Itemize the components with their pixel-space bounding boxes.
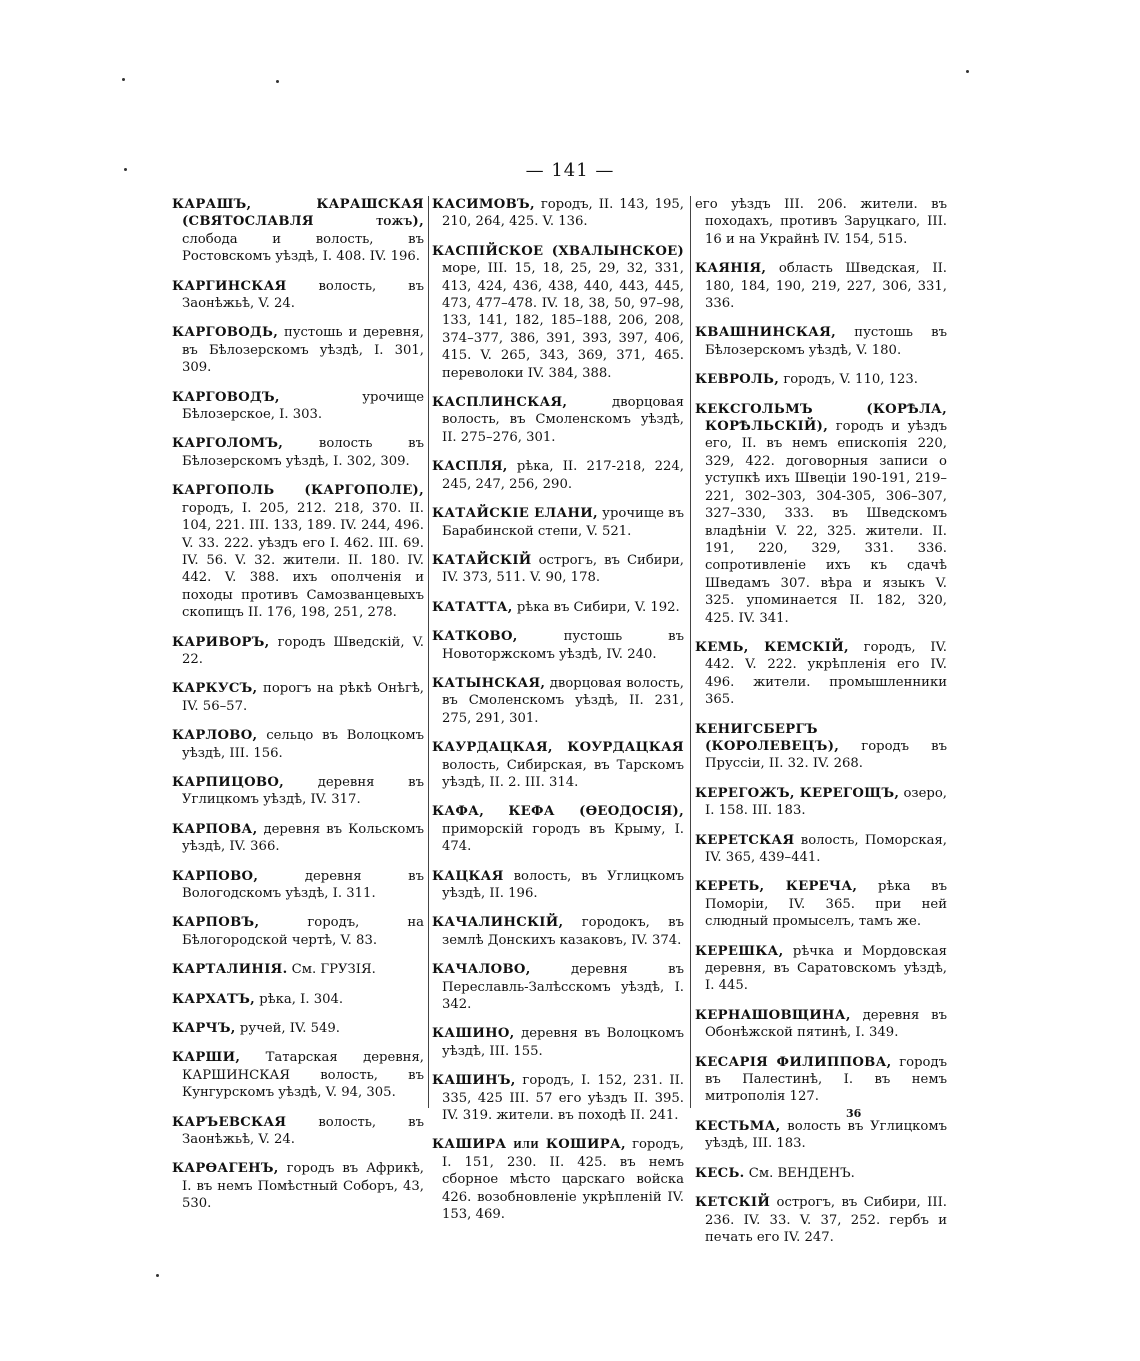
- index-entry: [695, 371, 947, 388]
- entry-text: волость, въ Заонѣжьѣ, V. 24.: [182, 1114, 424, 1148]
- entry-headword: КЕРЕГОЖЪ, КЕРЕГОЩЪ,: [695, 785, 900, 801]
- entry-text: его уѣздъ III. 206. жители. въ походахъ, противъ Заруцкаго, III. 16 и на Украйнѣ IV. 154, 515.: [695, 197, 947, 247]
- entry-headword: КАРХАТЪ,: [172, 991, 256, 1007]
- entry-headword: КАЧАЛОВО,: [432, 962, 531, 978]
- entry-headword: КАФА, КЕФА (ѲЕОДОСІЯ),: [432, 804, 684, 820]
- index-entry: [172, 1114, 424, 1149]
- entry-text: городъ, I. 151, 230. II. 425. въ немъ сборное мѣсто царскаго войска 426. возобновленіе укрѣпленій IV. 153, 469.: [442, 1137, 685, 1223]
- entry-headword: КЕМЬ, КЕМСКІЙ,: [695, 639, 849, 655]
- entry-text: острогъ, въ Сибири, IV. 373, 511. V. 90, 178.: [442, 552, 684, 586]
- index-entry: [432, 243, 684, 382]
- entry-text: дворцовая волость, въ Смоленскомъ уѣздѣ, II. 275–276, 301.: [442, 395, 684, 445]
- index-entry: [695, 196, 947, 248]
- scan-speck: [276, 80, 279, 83]
- entry-text: См. ГРУЗІЯ.: [287, 962, 376, 978]
- entry-headword: КАШИРА или КОШИРА,: [432, 1137, 626, 1153]
- entry-headword: КАСПЛЯ,: [432, 459, 508, 475]
- entry-text: городъ, I. 205, 212. 218, 370. II. 104, 221. III. 133, 189. IV. 244, 496. V. 33. 222. уѣздъ его I. 462. III. 69. IV. 56. V. 32. жители. II. 180. IV. 442. V. 388. ихъ ополченія и походы противъ Самозванцевыхъ скопищъ II. 176, 198, 251, 278.: [182, 500, 424, 621]
- entry-text: городъ, II. 143, 195, 210, 264, 425. V. 136.: [442, 197, 684, 230]
- entry-headword: КАРАШЪ, КАРАШСКАЯ (СВЯТОСЛАВЛЯ тожъ),: [172, 197, 424, 230]
- entry-text: ручей, IV. 549.: [235, 1021, 340, 1037]
- index-entry: [172, 196, 424, 266]
- entry-text: деревня въ Кольскомъ уѣздѣ, IV. 366.: [182, 821, 424, 855]
- entry-text: волость въ Бѣлозерскомъ уѣздѣ, I. 302, 309.: [182, 436, 424, 469]
- entry-headword: КАРПОВЪ,: [172, 915, 260, 931]
- index-entry: [172, 1049, 424, 1101]
- index-entry: [432, 458, 684, 493]
- entry-headword: КАСПЛИНСКАЯ,: [432, 395, 568, 411]
- entry-text: Татарская деревня, КАРШИНСКАЯ волость, въ Кунгурскомъ уѣздѣ, V. 94, 305.: [182, 1050, 424, 1101]
- index-entry: [172, 435, 424, 470]
- entry-text: область Шведская, II. 180, 184, 190, 219, 227, 306, 331, 336.: [705, 261, 947, 312]
- index-entry: [432, 675, 684, 727]
- index-entry: [432, 1072, 684, 1124]
- index-entry: [432, 739, 684, 791]
- entry-headword: КАРГОПОЛЬ (КАРГОПОЛЕ),: [172, 483, 424, 499]
- entry-headword: КАТАЙСКІЙ: [432, 552, 532, 568]
- entry-headword: КАЦКАЯ: [432, 868, 504, 884]
- entry-text: рѣчка и Мордовская деревня, въ Саратовскомъ уѣздѣ, I. 445.: [705, 943, 947, 994]
- index-entry: [695, 785, 947, 820]
- entry-text: городъ Шведскій, V. 22.: [182, 634, 424, 667]
- entry-headword: КАСПІЙСКОЕ (ХВАЛЫНСКОЕ): [432, 243, 684, 259]
- index-entry: [172, 914, 424, 949]
- entry-headword: КАРѲАГЕНЪ,: [172, 1161, 279, 1177]
- entry-headword: КАЯНІЯ,: [695, 261, 767, 277]
- entry-text: волость, въ Углицкомъ уѣздѣ, II. 196.: [442, 868, 684, 901]
- page-number: — 141 —: [525, 160, 615, 181]
- entry-headword: КЕВРОЛЬ,: [695, 372, 780, 388]
- index-entry: [695, 1007, 947, 1042]
- index-entry: [172, 680, 424, 715]
- index-entry: [432, 628, 684, 663]
- entry-text: городокъ, въ землѣ Донскихъ казаковъ, IV. 374.: [442, 915, 684, 948]
- entry-text: городъ, на Бѣлогородской чертѣ, V. 83.: [182, 915, 424, 948]
- entry-headword: КАРГОЛОМЪ,: [172, 436, 284, 452]
- entry-text: волость, Поморская, IV. 365, 439–441.: [705, 832, 947, 865]
- entry-text: деревня въ Переславль-Залѣсскомъ уѣздѣ, I. 342.: [442, 962, 684, 1013]
- entry-headword: КАШИНЪ,: [432, 1073, 516, 1089]
- index-entry: [172, 1160, 424, 1212]
- entry-text: волость, Сибирская, въ Тарскомъ уѣздѣ, II. 2. III. 314.: [442, 757, 684, 790]
- entry-headword: КАРКУСЪ,: [172, 681, 258, 697]
- index-entry: [695, 878, 947, 930]
- entry-text: море, III. 15, 18, 25, 29, 32, 331, 413, 424, 436, 438, 440, 443, 445, 473, 477–478. IV. 18, 38, 50, 97–98, 133, 141, 182, 185–188, 206, 208, 374–377, 386, 391, 393, 397, 406, 415. V. 265, 343, 369, 371, 465. переволоки IV. 384, 388.: [442, 261, 684, 381]
- index-entry: [172, 324, 424, 376]
- entry-headword: КАРШИ,: [172, 1050, 241, 1066]
- entry-headword: КАТЫНСКАЯ,: [432, 675, 546, 691]
- entry-text: сельцо въ Волоцкомъ уѣздѣ, III. 156.: [182, 728, 424, 761]
- entry-headword: КЕСЬ.: [695, 1165, 745, 1181]
- index-column-2: [432, 196, 684, 1236]
- entry-headword: КАРГИНСКАЯ: [172, 278, 287, 294]
- index-entry: [695, 1194, 947, 1246]
- entry-headword: КЕРЕШКА,: [695, 943, 784, 959]
- entry-text: приморскій городъ въ Крыму, I. 474.: [442, 821, 684, 855]
- index-entry: [432, 552, 684, 587]
- entry-text: рѣка, I. 304.: [255, 991, 344, 1007]
- index-entry: [172, 821, 424, 856]
- entry-headword: КАРПИЦОВО,: [172, 774, 285, 790]
- entry-text: городъ, I. 152, 231. II. 335, 425 III. 57 его уѣздъ II. 395. IV. 319. жители. въ походѣ II. 241.: [442, 1073, 684, 1124]
- index-entry: [695, 324, 947, 359]
- entry-text: городъ въ Африкѣ, I. въ немъ Помѣстный Соборъ, 43, 530.: [182, 1161, 424, 1212]
- entry-text: городъ, V. 110, 123.: [779, 372, 918, 388]
- entry-headword: КЕСТЬМА,: [695, 1118, 781, 1134]
- entry-text: городъ въ Пруссіи, II. 32. IV. 268.: [705, 738, 947, 772]
- index-entry: [172, 634, 424, 669]
- entry-text: озеро, I. 158. III. 183.: [705, 785, 947, 819]
- index-entry: [432, 1136, 684, 1223]
- index-entry: [172, 774, 424, 809]
- index-entry: [432, 914, 684, 949]
- entry-text: острогъ, въ Сибири, III. 236. IV. 33. V. 37, 252. гербъ и печать его IV. 247.: [705, 1195, 947, 1245]
- index-entry: [432, 961, 684, 1013]
- entry-headword: КАТАТТА,: [432, 599, 513, 615]
- entry-text: урочище Бѣлозерское, I. 303.: [182, 389, 424, 423]
- index-entry: [432, 505, 684, 540]
- index-entry: [172, 868, 424, 903]
- entry-headword: КАТКОВО,: [432, 629, 518, 645]
- index-entry: [432, 599, 684, 616]
- index-column-1: [172, 196, 424, 1225]
- index-entry: [172, 961, 424, 978]
- index-entry: [695, 260, 947, 312]
- entry-headword: КАТАЙСКІЕ ЕЛАНИ,: [432, 506, 598, 522]
- entry-text: волость въ Углицкомъ уѣздѣ, III. 183.: [705, 1118, 947, 1152]
- index-entry: [695, 639, 947, 709]
- index-entry: [432, 803, 684, 855]
- entry-headword: КВАШНИНСКАЯ,: [695, 325, 837, 341]
- scan-speck: [156, 1274, 159, 1277]
- entry-headword: КАСИМОВЪ,: [432, 197, 535, 212]
- entry-headword: КАРЛОВО,: [172, 728, 258, 744]
- scan-speck: [966, 70, 969, 73]
- entry-headword: КАШИНО,: [432, 1026, 515, 1042]
- entry-text: рѣка въ Сибири, V. 192.: [512, 599, 680, 615]
- index-entry: [432, 868, 684, 903]
- entry-headword: КЕТСКІЙ: [695, 1195, 771, 1211]
- index-entry: [432, 394, 684, 446]
- scan-speck: [124, 168, 127, 171]
- entry-text: порогъ на рѣкѣ Онѣгѣ, IV. 56–57.: [182, 681, 424, 714]
- entry-headword: КЕРЕТСКАЯ: [695, 832, 795, 848]
- entry-text: слобода и волость, въ Ростовскомъ уѣздѣ, I. 408. IV. 196.: [182, 231, 424, 265]
- printer-signature: 36: [846, 1107, 862, 1120]
- index-entry: [172, 389, 424, 424]
- index-entry: [695, 721, 947, 773]
- index-entry: [172, 727, 424, 762]
- index-entry: [695, 1165, 947, 1182]
- entry-text: городъ и уѣздъ его, II. въ немъ епископія 220, 329, 422. договорныя записи о уступкѣ ихъ Швеціи 190-191, 219–221, 302–303, 304-305, 306–307, 327–330, 333. въ Шведскомъ владѣніи V. 22, 325. жители. II. 191, 220, 329, 331. 336. сопротивленіе ихъ къ сдачѣ Шведамъ 307. вѣра и языкъ V. 325. упоминается II. 182, 320, 425. IV. 341.: [705, 419, 947, 626]
- entry-text: пустошь въ Новоторжскомъ уѣздѣ, IV. 240.: [442, 629, 684, 662]
- entry-text: городъ въ Палестинѣ, I. въ немъ митрополія 127.: [705, 1054, 947, 1105]
- entry-text: деревня въ Углицкомъ уѣздѣ, IV. 317.: [182, 774, 424, 808]
- column-divider: [428, 196, 429, 1108]
- entry-text: городъ, IV. 442. V. 222. укрѣпленія его IV. 496. жители. промышленники 365.: [705, 639, 947, 708]
- entry-text: дворцовая волость, въ Смоленскомъ уѣздѣ, II. 231, 275, 291, 301.: [442, 675, 684, 726]
- entry-headword: КАРИВОРЪ,: [172, 634, 270, 650]
- index-entry: [172, 278, 424, 313]
- entry-text: См. ВЕНДЕНЪ.: [744, 1165, 855, 1181]
- index-entry: [695, 943, 947, 995]
- index-entry: [432, 196, 684, 231]
- entry-text: пустошь въ Бѣлозерскомъ уѣздѣ, V. 180.: [705, 325, 947, 358]
- entry-headword: КАРЪЕВСКАЯ: [172, 1114, 287, 1130]
- entry-headword: КАУРДАЦКАЯ, КОУРДАЦКАЯ: [432, 740, 684, 756]
- entry-text: волость, въ Заонѣжьѣ, V. 24.: [182, 278, 424, 312]
- index-column-3: [695, 196, 947, 1258]
- entry-text: деревня въ Вологодскомъ уѣздѣ, I. 311.: [182, 868, 424, 901]
- entry-headword: КАРПОВА,: [172, 821, 258, 837]
- entry-headword: КАРГОВОДЪ,: [172, 389, 280, 405]
- entry-headword: КАРГОВОДЬ,: [172, 325, 279, 341]
- index-entry: [695, 832, 947, 867]
- entry-text: деревня въ Обонѣжской пятинѣ, I. 349.: [705, 1007, 947, 1041]
- entry-headword: КЕНИГСБЕРГЪ (КОРОЛЕВЕЦЪ),: [695, 721, 840, 754]
- entry-text: рѣка, II. 217-218, 224, 245, 247, 256, 290.: [442, 459, 684, 492]
- entry-headword: КЕРЕТЬ, КЕРЕЧА,: [695, 879, 858, 895]
- entry-headword: КЕРНАШОВЩИНА,: [695, 1007, 851, 1023]
- entry-text: рѣка въ Поморіи, IV. 365. при ней слюдный промыселъ, тамъ же.: [705, 879, 947, 930]
- scan-speck: [122, 78, 125, 81]
- entry-text: урочище въ Барабинской степи, V. 521.: [442, 506, 684, 539]
- index-entry: [695, 1054, 947, 1106]
- entry-headword: КАРПОВО,: [172, 868, 259, 884]
- entry-headword: КЕСАРІЯ ФИЛИППОВА,: [695, 1054, 892, 1070]
- index-entry: [432, 1025, 684, 1060]
- entry-text: деревня въ Волоцкомъ уѣздѣ, III. 155.: [442, 1026, 684, 1059]
- entry-headword: КАЧАЛИНСКІЙ,: [432, 915, 564, 931]
- column-divider: [690, 196, 691, 1108]
- entry-headword: КАРЧЪ,: [172, 1021, 236, 1037]
- entry-headword: КЕКСГОЛЬМЪ (КОРѢЛА, КОРѢЛЬСКІЙ),: [695, 401, 947, 435]
- index-entry: [172, 482, 424, 621]
- index-entry: [172, 991, 424, 1008]
- index-entry: [172, 1020, 424, 1037]
- index-entry: [695, 401, 947, 627]
- entry-headword: КАРТАЛИНІЯ.: [172, 962, 288, 978]
- index-entry: [695, 1118, 947, 1153]
- entry-text: пустошь и деревня, въ Бѣлозерскомъ уѣздѣ, I. 301, 309.: [182, 325, 424, 376]
